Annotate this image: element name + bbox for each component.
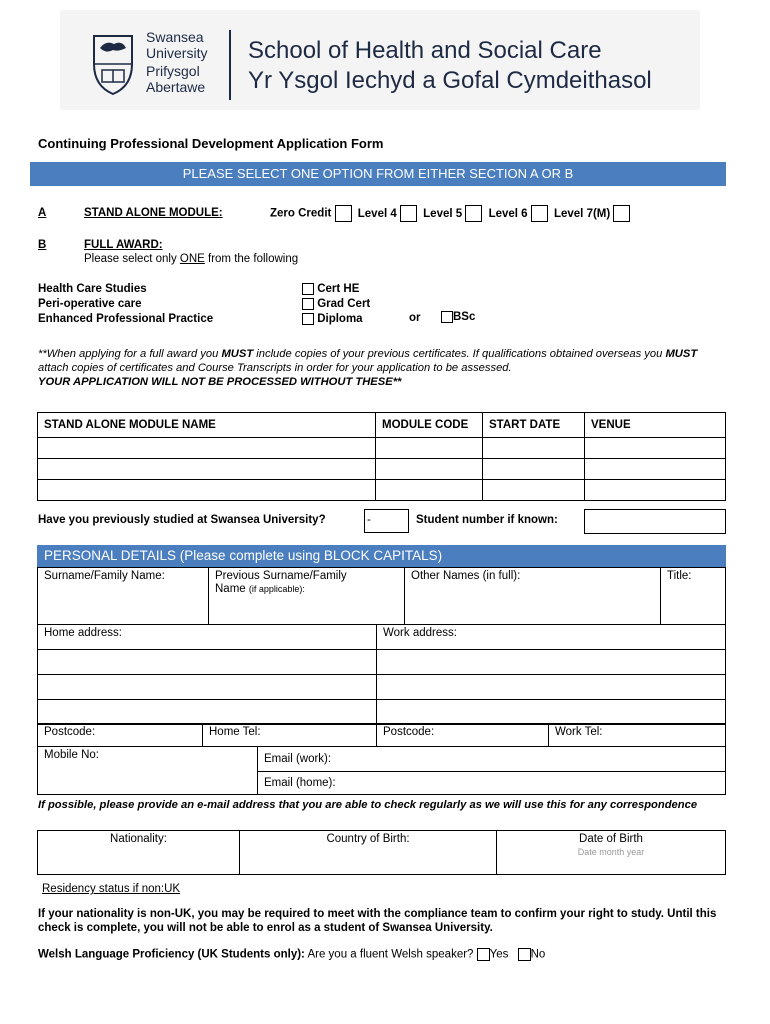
work-address-label: Work address: xyxy=(383,627,457,639)
name-table xyxy=(37,567,726,625)
programme-item: Enhanced Professional Practice xyxy=(38,313,214,325)
work-address-line[interactable] xyxy=(377,675,726,700)
table-header: MODULE CODE xyxy=(376,413,483,438)
phone-table xyxy=(37,723,726,747)
welsh-question: Are you a fluent Welsh speaker? xyxy=(307,948,474,961)
other-names-field[interactable] xyxy=(405,568,661,625)
university-crest-icon xyxy=(88,30,138,96)
table-row xyxy=(38,480,726,501)
table-row xyxy=(38,675,726,700)
welsh-yes-label: Yes xyxy=(489,948,509,961)
student-number-input[interactable] xyxy=(584,509,726,534)
surname-field[interactable] xyxy=(38,568,209,625)
module-code-cell[interactable] xyxy=(376,438,483,459)
work-postcode-field[interactable] xyxy=(377,724,549,747)
date-of-birth-hint: Date month year xyxy=(577,847,645,857)
level-options xyxy=(270,205,630,222)
home-tel-field[interactable] xyxy=(203,724,377,747)
address-table xyxy=(37,624,726,725)
module-name-cell[interactable] xyxy=(38,438,376,459)
contact-table xyxy=(37,746,726,795)
welsh-label: Welsh Language Proficiency (UK Students only): xyxy=(38,948,305,961)
cert-he-checkbox[interactable] xyxy=(302,283,314,295)
bsc-option xyxy=(441,311,475,323)
section-a-letter: A xyxy=(38,207,47,219)
welsh-no-checkbox[interactable] xyxy=(518,948,531,961)
previous-surname-note: (if applicable): xyxy=(248,584,305,594)
venue-cell[interactable] xyxy=(585,459,726,480)
module-code-cell[interactable] xyxy=(376,480,483,501)
nationality-label: Nationality: xyxy=(110,833,167,845)
section-b-letter: B xyxy=(38,239,47,251)
title-label: Title: xyxy=(667,570,692,582)
work-address-line[interactable] xyxy=(377,650,726,675)
previous-study-question: Have you previously studied at Swansea University? xyxy=(38,514,326,526)
level-label: Level 4 xyxy=(357,207,397,220)
work-address-field[interactable] xyxy=(377,625,726,650)
home-postcode-field[interactable] xyxy=(38,724,203,747)
level-label: Level 7(M) xyxy=(553,207,611,220)
section-a-label: STAND ALONE MODULE: xyxy=(84,207,223,219)
work-tel-label: Work Tel: xyxy=(555,726,603,738)
module-table xyxy=(37,412,726,501)
home-address-line[interactable] xyxy=(38,675,377,700)
award-label: Grad Cert xyxy=(317,298,371,310)
date-of-birth-field[interactable] xyxy=(497,831,726,875)
venue-cell[interactable] xyxy=(585,438,726,459)
table-row xyxy=(38,700,726,725)
email-home-label: Email (home): xyxy=(264,777,336,789)
level-label: Zero Credit xyxy=(270,207,332,220)
bsc-checkbox[interactable] xyxy=(441,311,453,323)
previous-surname-label-2: Name xyxy=(215,583,246,595)
start-date-cell[interactable] xyxy=(483,480,585,501)
school-title: School of Health and Social Care Yr Ysgol Iechyd a Gofal Cymdeithasol xyxy=(248,37,652,94)
table-header: START DATE xyxy=(483,413,585,438)
nationality-field[interactable] xyxy=(38,831,240,875)
module-code-cell[interactable] xyxy=(376,459,483,480)
certificate-note: **When applying for a full award you MUST include copies of your previous certificates. If qualifications obtained overseas you MUST attach copies of certificates and Course Transcripts in order for your application to be assessed. YOUR APPLICATION WILL NOT BE PROCESSED WITHOUT THESE** xyxy=(38,348,698,388)
form-title: Continuing Professional Development Application Form xyxy=(38,136,384,151)
level-5-checkbox[interactable] xyxy=(465,205,482,222)
table-row xyxy=(38,438,726,459)
university-logo-text: Swansea University Prifysgol Abertawe xyxy=(146,29,208,95)
module-name-cell[interactable] xyxy=(38,459,376,480)
or-label: or xyxy=(409,312,421,324)
programme-item: Health Care Studies xyxy=(38,283,147,295)
email-work-label: Email (work): xyxy=(264,753,332,765)
diploma-checkbox[interactable] xyxy=(302,313,314,325)
email-work-field[interactable] xyxy=(258,747,726,772)
module-name-cell[interactable] xyxy=(38,480,376,501)
award-label: Diploma xyxy=(317,313,363,325)
email-home-field[interactable] xyxy=(258,772,726,795)
selection-banner: PLEASE SELECT ONE OPTION FROM EITHER SECTION A OR B xyxy=(30,162,726,186)
date-of-birth-label: Date of Birth xyxy=(579,833,643,845)
compliance-text: If your nationality is non-UK, you may be required to meet with the compliance team to confirm your right to study. Until this check is complete, you will not be able to enrol as a student of Swansea University. xyxy=(38,908,717,934)
zero-credit-checkbox[interactable] xyxy=(335,205,352,222)
residency-status-label: Residency status if non:UK xyxy=(42,883,181,895)
welsh-proficiency xyxy=(38,948,545,961)
level-7-checkbox[interactable] xyxy=(613,205,630,222)
country-of-birth-field[interactable] xyxy=(240,831,497,875)
level-label: Level 5 xyxy=(423,207,463,220)
student-number-label: Student number if known: xyxy=(416,514,558,526)
other-names-label: Other Names (in full): xyxy=(411,570,521,582)
mobile-field[interactable] xyxy=(38,747,258,795)
email-note: If possible, please provide an e-mail address that you are able to check regularly as we will use this for any correspondence xyxy=(38,799,698,811)
table-row xyxy=(38,459,726,480)
home-postcode-label: Postcode: xyxy=(44,726,96,738)
table-header: VENUE xyxy=(585,413,726,438)
programme-list xyxy=(38,282,213,327)
grad-cert-checkbox[interactable] xyxy=(302,298,314,310)
logo-divider xyxy=(229,30,231,100)
nationality-table xyxy=(37,830,726,875)
mobile-label: Mobile No: xyxy=(44,749,99,761)
home-address-label: Home address: xyxy=(44,627,122,639)
previous-study-input[interactable]: - xyxy=(364,509,409,533)
home-tel-label: Home Tel: xyxy=(209,726,261,738)
table-row xyxy=(38,650,726,675)
surname-label: Surname/Family Name: xyxy=(44,570,165,582)
previous-surname-label: Previous Surname/Family xyxy=(215,570,347,582)
country-of-birth-label: Country of Birth: xyxy=(326,833,410,845)
programme-item: Peri-operative care xyxy=(38,298,142,310)
home-address-line[interactable] xyxy=(38,650,377,675)
award-list xyxy=(302,282,370,327)
welsh-no-label: No xyxy=(530,948,546,961)
home-address-field[interactable] xyxy=(38,625,377,650)
venue-cell[interactable] xyxy=(585,480,726,501)
work-tel-field[interactable] xyxy=(549,724,726,747)
work-postcode-label: Postcode: xyxy=(383,726,435,738)
start-date-cell[interactable] xyxy=(483,438,585,459)
personal-details-heading: PERSONAL DETAILS (Please complete using BLOCK CAPITALS) xyxy=(37,545,726,567)
level-6-checkbox[interactable] xyxy=(531,205,548,222)
home-address-line[interactable] xyxy=(38,700,377,725)
level-label: Level 6 xyxy=(488,207,528,220)
award-label: Cert HE xyxy=(317,283,360,295)
table-header: STAND ALONE MODULE NAME xyxy=(38,413,376,438)
previous-surname-field[interactable] xyxy=(209,568,405,625)
bsc-label: BSc xyxy=(453,311,476,324)
welsh-yes-checkbox[interactable] xyxy=(477,948,490,961)
section-b-label: FULL AWARD: xyxy=(84,239,163,251)
start-date-cell[interactable] xyxy=(483,459,585,480)
section-b-instruction: Please select only ONE from the following xyxy=(84,253,299,265)
work-address-line[interactable] xyxy=(377,700,726,725)
level-4-checkbox[interactable] xyxy=(400,205,417,222)
title-field[interactable] xyxy=(661,568,726,625)
